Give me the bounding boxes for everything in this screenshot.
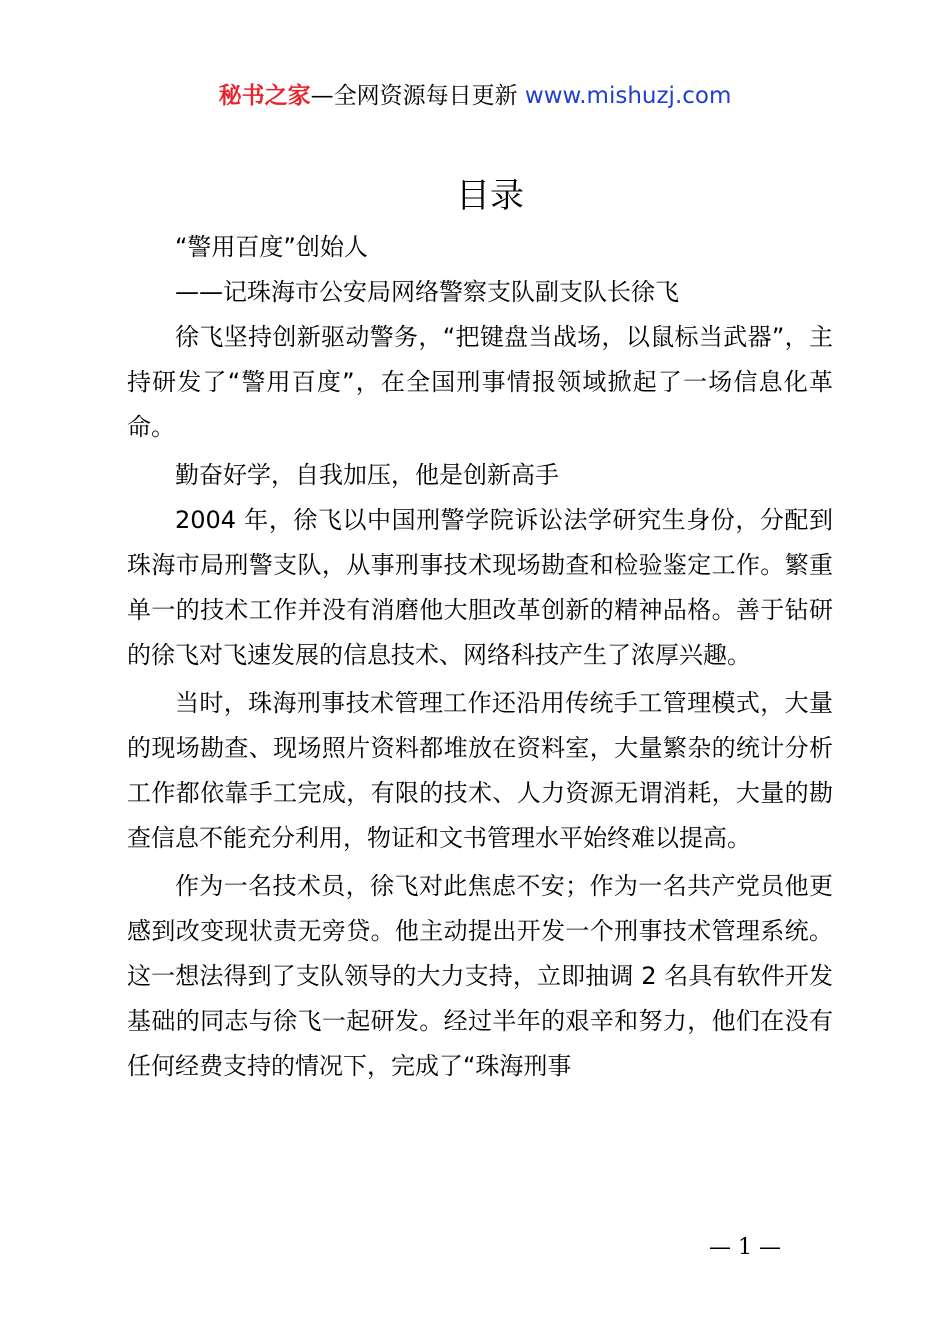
- body-paragraph: 作为一名技术员，徐飞对此焦虑不安；作为一名共产党员他更感到改变现状责无旁贷。他主动提出开发一个刑事技术管理系统。这一想法得到了支队领导的大力支持，立即抽调 2 名具有软件开发基础的同志与徐飞一起研发。经过半年的艰辛和努力，他们在没有任何经费支持的情况下，完成了“珠海刑事: [127, 872, 833, 1080]
- body-paragraph: 当时，珠海刑事技术管理工作还沿用传统手工管理模式，大量的现场勘查、现场照片资料都堆放在资料室，大量繁杂的统计分析工作都依靠手工完成，有限的技术、人力资源无谓消耗，大量的勘查信息不能充分利用，物证和文书管理水平始终难以提高。: [127, 689, 833, 852]
- document-body: [127, 225, 833, 1089]
- page-number: — 1 —: [709, 1235, 781, 1260]
- site-banner: [0, 80, 950, 112]
- site-url[interactable]: www.mishuzj.com: [524, 83, 732, 109]
- intro-paragraph: 徐飞坚持创新驱动警务，“把键盘当战场，以鼠标当武器”，主持研发了“警用百度”，在全国刑事情报领域掀起了一场信息化革命。: [127, 323, 833, 441]
- section-heading: 勤奋好学，自我加压，他是创新高手: [175, 461, 559, 489]
- banner-tagline: —全网资源每日更新: [310, 83, 525, 109]
- body-paragraph: 2004 年，徐飞以中国刑警学院诉讼法学研究生身份，分配到珠海市局刑警支队，从事刑事技术现场勘查和检验鉴定工作。繁重单一的技术工作并没有消磨他大胆改革创新的精神品格。善于钻研的徐飞对飞速发展的信息技术、网络科技产生了浓厚兴趣。: [127, 506, 833, 669]
- brand-name: 秘书之家: [218, 83, 311, 109]
- article-subtitle: ——记珠海市公安局网络警察支队副支队长徐飞: [175, 278, 679, 306]
- page-title: 目录: [456, 176, 524, 216]
- article-title: “警用百度”创始人: [175, 233, 368, 261]
